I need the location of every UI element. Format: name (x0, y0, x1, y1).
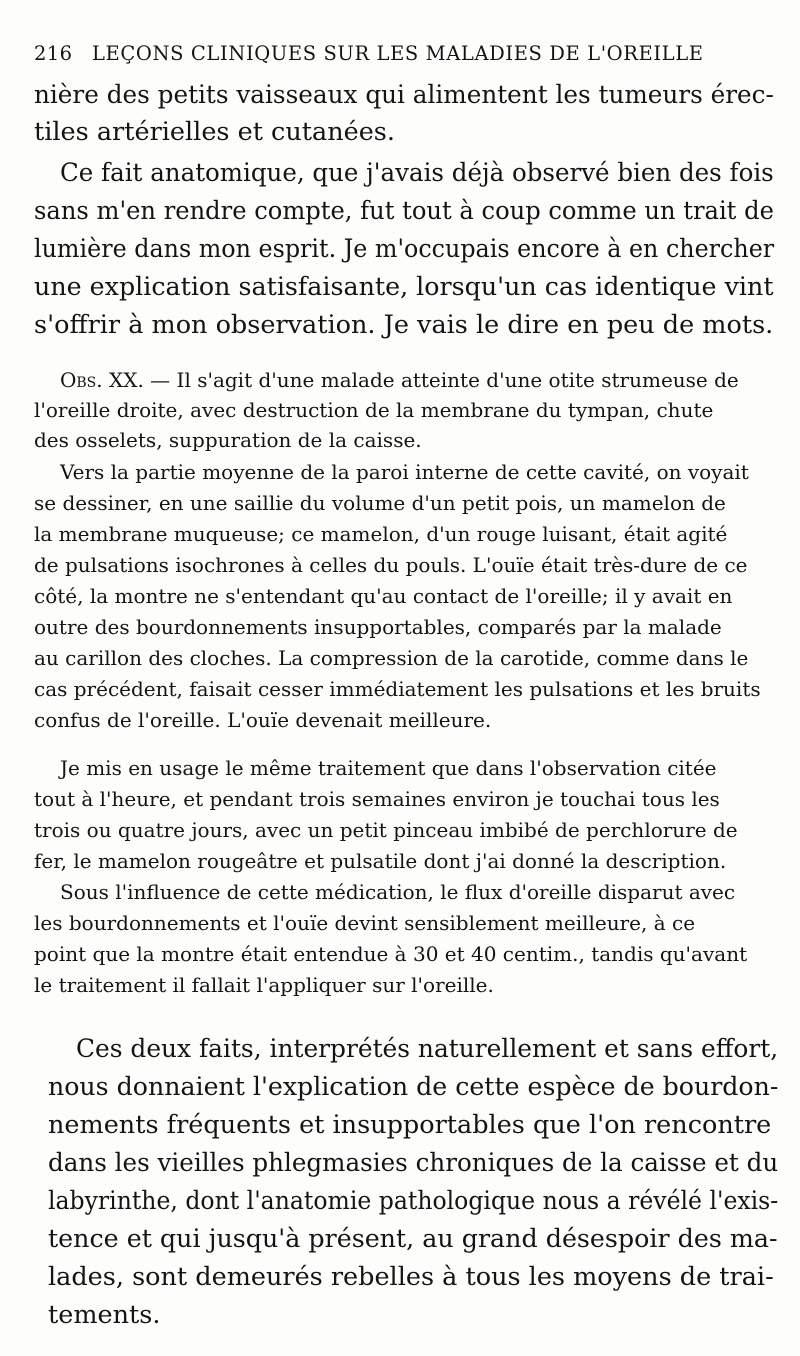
text-line: dans les vieilles phlegmasies chroniques de la caisse et du (48, 1148, 779, 1178)
text-line: nements fréquents et insupportables que l'on rencontre (48, 1110, 772, 1140)
text-line: Ces deux faits, interprétés naturellement et sans effort, (76, 1034, 779, 1064)
text-line: Vers la partie moyenne de la paroi interne de cette cavité, on voyait (60, 460, 749, 484)
text-line: tence et qui jusqu'à présent, au grand désespoir des ma- (48, 1224, 778, 1254)
text-line: de pulsations isochrones à celles du pouls. L'ouïe était très-dure de ce (34, 553, 748, 577)
observation-treatment (34, 756, 774, 881)
observation-xx (34, 368, 774, 458)
running-header (34, 42, 774, 72)
observation-intro: — Il s'agit d'une malade atteinte d'une otite strumeuse de (143, 368, 739, 392)
text-line: l'oreille droite, avec destruction de la membrane du tympan, chute (34, 398, 714, 422)
text-line: lades, sont demeurés rebelles à tous les moyens de trai- (48, 1262, 774, 1292)
text-line: côté, la montre ne s'entendant qu'au contact de l'oreille; il y avait en (34, 584, 733, 608)
paragraph-conclusion (48, 1034, 778, 1334)
text-line: tements. (48, 1300, 161, 1330)
text-line: sans m'en rendre compte, fut tout à coup comme un trait de (34, 196, 774, 226)
text-line: des osselets, suppuration de la caisse. (34, 428, 422, 452)
text-line: Ce fait anatomique, que j'avais déjà observé bien des fois (60, 158, 774, 188)
observation-description (34, 460, 774, 740)
text-line: tiles artérielles et cutanées. (34, 117, 395, 147)
text-line: les bourdonnements et l'ouïe devint sensiblement meilleure, à ce (34, 911, 696, 935)
text-line: tout à l'heure, et pendant trois semaines environ je touchai tous les (34, 787, 720, 811)
text-line: se dessiner, en une saillie du volume d'un petit pois, un mamelon de (34, 491, 726, 515)
text-line: la membrane muqueuse; ce mamelon, d'un rouge luisant, était agité (34, 522, 728, 546)
text-line: labyrinthe, dont l'anatomie pathologique nous a révélé l'exis- (48, 1186, 779, 1216)
text-line: trois ou quatre jours, avec un petit pinceau imbibé de perchlorure de (34, 818, 738, 842)
observation-outcome (34, 880, 774, 1005)
paragraph-anatomical-fact (34, 158, 774, 353)
running-title: LEÇONS CLINIQUES SUR LES MALADIES DE L'OREILLE (92, 42, 704, 65)
text-line: au carillon des cloches. La compression de la carotide, comme dans le (34, 646, 749, 670)
text-line: Je mis en usage le même traitement que dans l'observation citée (60, 756, 717, 780)
text-line: le traitement il fallait l'appliquer sur l'oreille. (34, 973, 494, 997)
page-number: 216 (34, 42, 73, 65)
text-line: point que la montre était entendue à 30 et 40 centim., tandis qu'avant (34, 942, 748, 966)
text-line: une explication satisfaisante, lorsqu'un cas identique vint (34, 272, 774, 302)
text-line (60, 368, 739, 392)
text-line: Sous l'influence de cette médication, le flux d'oreille disparut avec (60, 880, 736, 904)
text-line: cas précédent, faisait cesser immédiatement les pulsations et les bruits (34, 677, 761, 701)
text-line: nous donnaient l'explication de cette espèce de bourdon- (48, 1072, 779, 1102)
text-line: outre des bourdonnements insupportables, comparés par la malade (34, 615, 722, 639)
text-line: fer, le mamelon rougeâtre et pulsatile dont j'ai donné la description. (34, 849, 727, 873)
text-line: lumière dans mon esprit. Je m'occupais encore à en chercher (34, 234, 775, 264)
text-line: s'offrir à mon observation. Je vais le dire en peu de mots. (34, 310, 774, 340)
observation-label: Obs. XX. (60, 368, 144, 392)
text-line: confus de l'oreille. L'ouïe devenait meilleure. (34, 708, 492, 732)
text-line: nière des petits vaisseaux qui alimentent les tumeurs érec- (34, 80, 774, 110)
paragraph-continuation (34, 80, 774, 160)
